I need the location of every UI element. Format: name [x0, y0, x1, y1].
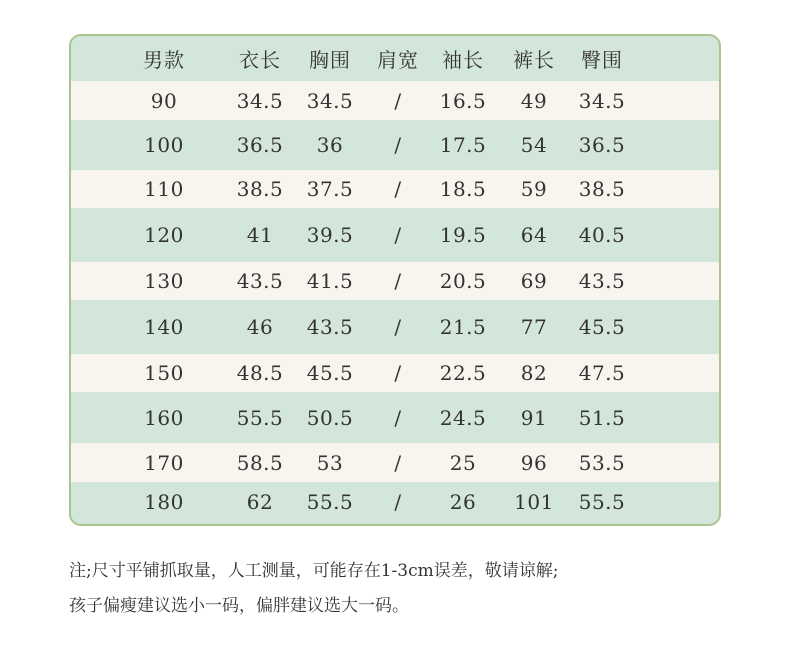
measurement-cell: 47.5: [578, 361, 626, 385]
measurement-cell: 45.5: [306, 361, 354, 385]
size-chart-table: [69, 34, 721, 526]
measurement-cell: /: [394, 450, 402, 475]
size-cell: 140: [144, 315, 184, 339]
measurement-cell: 91: [520, 405, 548, 430]
table-row: [71, 354, 719, 392]
measurement-cell: 54: [520, 133, 548, 157]
size-cell: 110: [144, 177, 184, 201]
size-cell: 130: [144, 269, 184, 293]
table-row: [71, 208, 719, 262]
size-cell: 90: [150, 88, 178, 113]
measurement-cell: 55.5: [306, 490, 354, 514]
measurement-cell: 25: [449, 450, 477, 475]
size-cell: 160: [144, 405, 184, 430]
measurement-cell: /: [394, 223, 402, 247]
measurement-cell: /: [394, 269, 402, 293]
measurement-cell: 19.5: [439, 223, 487, 247]
measurement-cell: 55.5: [236, 405, 284, 430]
measurement-cell: 62: [246, 490, 274, 514]
size-cell: 100: [144, 133, 184, 157]
measurement-cell: 64: [520, 223, 548, 247]
measurement-cell: 16.5: [439, 88, 487, 113]
table-row: [71, 482, 719, 522]
measurement-cell: 82: [520, 361, 548, 385]
measurement-cell: 34.5: [306, 88, 354, 113]
measurement-cell: 101: [514, 490, 554, 514]
header-cell: 衣长: [239, 48, 281, 72]
measurement-cell: 53.5: [578, 450, 626, 475]
measurement-cell: 34.5: [236, 88, 284, 113]
measurement-cell: 21.5: [439, 315, 487, 339]
measurement-cell: 50.5: [306, 405, 354, 430]
measurement-cell: 43.5: [306, 315, 354, 339]
measurement-cell: 39.5: [306, 223, 354, 247]
header-cell: 肩宽: [377, 48, 419, 72]
table-row: [71, 300, 719, 354]
header-cell: 袖长: [442, 48, 484, 72]
measurement-cell: /: [394, 88, 402, 113]
measurement-cell: 36.5: [236, 133, 284, 157]
measurement-cell: 43.5: [236, 269, 284, 293]
measurement-cell: 37.5: [306, 177, 354, 201]
measurement-cell: 58.5: [236, 450, 284, 475]
measurement-cell: 41.5: [306, 269, 354, 293]
measurement-note-line-1: 注;尺寸平铺抓取量，人工测量，可能存在1-3cm误差，敬请谅解;: [69, 561, 559, 581]
measurement-cell: 45.5: [578, 315, 626, 339]
measurement-cell: 24.5: [439, 405, 487, 430]
header-cell: 男款: [143, 48, 185, 72]
measurement-cell: 69: [520, 269, 548, 293]
header-cell: 裤长: [513, 48, 555, 72]
measurement-cell: 43.5: [578, 269, 626, 293]
measurement-cell: 48.5: [236, 361, 284, 385]
measurement-cell: 59: [520, 177, 548, 201]
table-header-row: [71, 36, 719, 81]
measurement-cell: 38.5: [236, 177, 284, 201]
measurement-cell: 77: [520, 315, 548, 339]
measurement-cell: 26: [449, 490, 477, 514]
table-row: [71, 81, 719, 120]
size-cell: 120: [144, 223, 184, 247]
measurement-cell: 55.5: [578, 490, 626, 514]
measurement-cell: 18.5: [439, 177, 487, 201]
measurement-cell: /: [394, 405, 402, 430]
measurement-note-line-2: 孩子偏瘦建议选小一码，偏胖建议选大一码。: [69, 596, 409, 616]
measurement-cell: /: [394, 361, 402, 385]
measurement-cell: /: [394, 133, 402, 157]
measurement-cell: 20.5: [439, 269, 487, 293]
table-row: [71, 262, 719, 300]
measurement-cell: 96: [520, 450, 548, 475]
size-cell: 150: [144, 361, 184, 385]
table-row: [71, 443, 719, 482]
measurement-cell: 46: [246, 315, 274, 339]
measurement-cell: 36.5: [578, 133, 626, 157]
measurement-cell: 36: [316, 133, 344, 157]
measurement-cell: 22.5: [439, 361, 487, 385]
table-row: [71, 120, 719, 170]
measurement-cell: 41: [246, 223, 274, 247]
table-row: [71, 392, 719, 443]
measurement-cell: /: [394, 315, 402, 339]
header-cell: 胸围: [309, 48, 351, 72]
measurement-cell: 51.5: [578, 405, 626, 430]
table-row: [71, 170, 719, 208]
measurement-cell: /: [394, 177, 402, 201]
measurement-cell: 17.5: [439, 133, 487, 157]
measurement-cell: 38.5: [578, 177, 626, 201]
measurement-cell: 40.5: [578, 223, 626, 247]
size-cell: 180: [144, 490, 184, 514]
size-cell: 170: [144, 450, 184, 475]
measurement-cell: 34.5: [578, 88, 626, 113]
header-cell: 臀围: [581, 48, 623, 72]
measurement-cell: 49: [520, 88, 548, 113]
measurement-cell: 53: [316, 450, 344, 475]
measurement-cell: /: [394, 490, 402, 514]
